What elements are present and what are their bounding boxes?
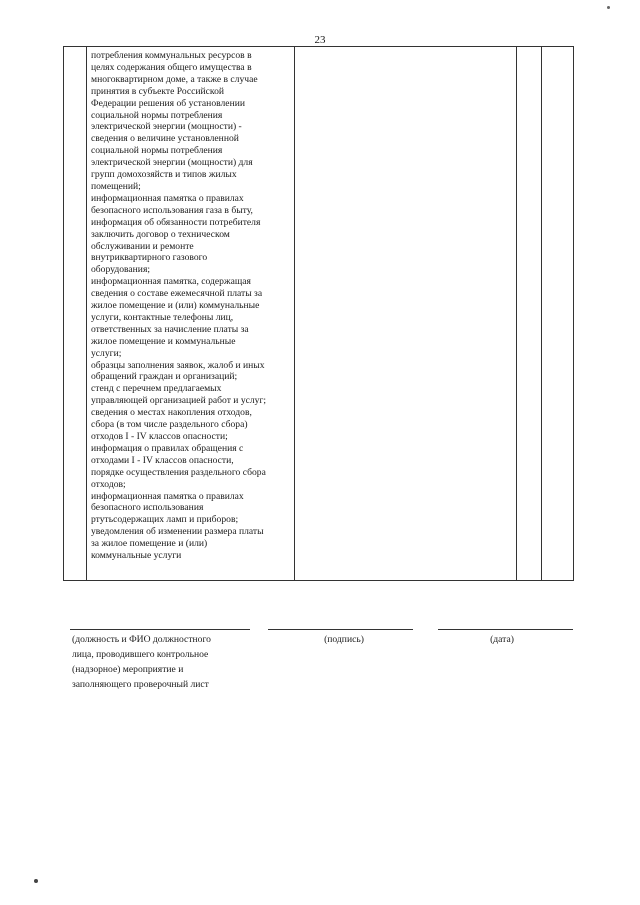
requirement-text-line: услуги, контактные телефоны лиц, — [91, 311, 234, 323]
requirement-text-line: безопасного использования — [91, 502, 204, 514]
column-divider-1 — [86, 46, 87, 581]
scan-speck — [34, 879, 38, 883]
official-caption-line: (надзорное) мероприятие и — [72, 664, 184, 675]
requirement-text-line: информационная памятка, содержащая — [91, 276, 251, 288]
requirement-text-line: порядке осуществления раздельного сбора — [91, 466, 266, 478]
requirement-text-line: целях содержания общего имущества в — [91, 61, 252, 73]
requirement-text-line: ртутьсодержащих ламп и приборов; — [91, 514, 239, 526]
requirement-text-line: принятия в субъекте Российской — [91, 85, 225, 97]
table-bottom-border — [63, 580, 574, 581]
table-right-border — [573, 46, 574, 581]
requirement-text-line: отходов; — [91, 478, 126, 490]
requirement-text-line: информация о правилах обращения с — [91, 442, 244, 454]
requirement-text-line: жилое помещение и (или) коммунальные — [91, 300, 260, 312]
requirement-text-line: жилое помещение и коммунальные — [91, 335, 236, 347]
requirement-text-line: помещений; — [91, 180, 141, 192]
official-caption-line: лица, проводившего контрольное — [72, 649, 209, 660]
requirement-text-line: образцы заполнения заявок, жалоб и иных — [91, 359, 265, 371]
requirement-text-line: социальной нормы потребления — [91, 145, 223, 157]
requirement-text-line: обращений граждан и организаций; — [91, 371, 238, 383]
requirement-text-line: коммунальные услуги — [91, 550, 182, 562]
column-divider-4 — [541, 46, 542, 581]
requirement-text-line: социальной нормы потребления — [91, 109, 223, 121]
requirement-text-line: уведомления об изменении размера платы — [91, 526, 264, 538]
requirement-text-line: управляющей организацией работ и услуг; — [91, 395, 267, 407]
requirement-text-line: потребления коммунальных ресурсов в — [91, 50, 252, 61]
page-number: 23 — [314, 34, 326, 46]
requirement-text-line: сбора (в том числе раздельного сбора) — [91, 419, 248, 431]
requirement-text-line: информационная памятка о правилах — [91, 490, 244, 502]
requirement-text-line: многоквартирном доме, а также в случае — [91, 73, 258, 85]
column-divider-3 — [516, 46, 517, 581]
requirement-text-line: Федерации решения об установлении — [91, 97, 245, 109]
requirement-text-line: информационная памятка о правилах — [91, 192, 244, 204]
table-top-border — [63, 46, 574, 47]
date-underline — [438, 629, 573, 630]
requirement-text-line: услуги; — [91, 347, 122, 359]
requirement-text-line: обслуживании и ремонте — [91, 240, 194, 252]
date-caption: (дата) — [490, 634, 514, 645]
requirement-text-line: информация об обязанности потребителя — [91, 216, 261, 228]
requirement-text-line: безопасного использования газа в быту, — [91, 204, 253, 216]
requirement-text-line: внутриквартирного газового — [91, 252, 208, 264]
official-caption-line: (должность и ФИО должностного — [72, 634, 211, 645]
requirement-text-line: групп домохозяйств и типов жилых — [91, 169, 237, 181]
scan-speck — [607, 6, 610, 9]
requirement-text-line: оборудования; — [91, 264, 151, 276]
requirement-cell-text — [91, 50, 291, 562]
requirement-text-line: отходами I - IV классов опасности, — [91, 454, 234, 466]
requirement-text-line: за жилое помещение и (или) — [91, 538, 208, 550]
requirement-text-line: электрической энергии (мощности) для — [91, 157, 253, 169]
requirement-text-line: сведения о местах накопления отходов, — [91, 407, 252, 419]
official-caption — [72, 632, 262, 692]
requirement-text-line: сведения о составе ежемесячной платы за — [91, 288, 263, 300]
requirement-text-line: стенд с перечнем предлагаемых — [91, 383, 222, 395]
table-left-border — [63, 46, 64, 581]
official-underline — [70, 629, 250, 630]
signature-caption: (подпись) — [324, 634, 364, 645]
signature-underline — [268, 629, 413, 630]
column-divider-2 — [294, 46, 295, 581]
requirement-text-line: заключить договор о техническом — [91, 228, 230, 240]
official-caption-line: заполняющего проверочный лист — [72, 679, 209, 690]
requirement-text-line: отходов I - IV классов опасности; — [91, 431, 228, 442]
requirement-text-line: сведения о величине установленной — [91, 133, 239, 145]
requirement-text-line: ответственных за начисление платы за — [91, 323, 249, 335]
requirement-text-line: электрической энергии (мощности) - — [91, 121, 242, 133]
